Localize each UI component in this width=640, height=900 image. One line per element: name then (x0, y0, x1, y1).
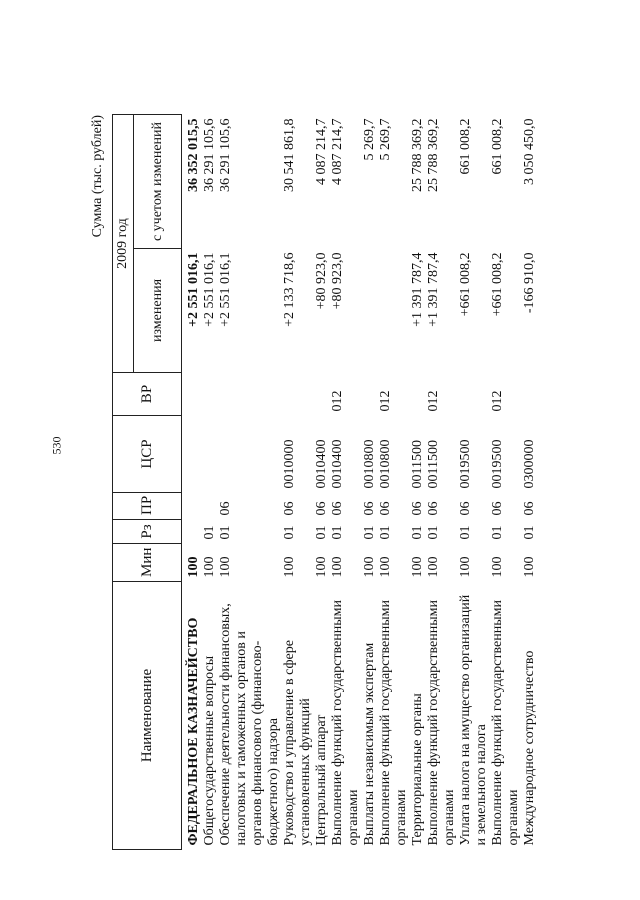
header-vr: ВР (113, 373, 182, 416)
row-rz: 01 (314, 525, 329, 540)
row-total: 25 788 369,2 (426, 118, 441, 192)
row-vr (362, 373, 378, 416)
row-csr (218, 416, 282, 493)
table-row (218, 115, 282, 850)
row-csr: 0011500 (410, 440, 425, 489)
row-rz: 01 (282, 525, 297, 540)
row-csr: 0010000 (282, 439, 297, 489)
row-name: Территориальные органы (410, 693, 425, 846)
row-vr (202, 373, 218, 416)
row-change: +2 551 016,1 (202, 252, 217, 327)
row-vr (218, 373, 282, 416)
table-row (458, 115, 490, 850)
row-csr: 0019500 (458, 439, 473, 489)
row-total: 5 269,7 (362, 118, 377, 161)
row-csr (202, 416, 218, 493)
table-row (490, 115, 522, 850)
row-change: +1 391 787,4 (410, 252, 425, 327)
header-rz: Рз (113, 520, 182, 544)
row-name: Международное сотрудничество (522, 650, 537, 846)
row-pr (182, 493, 203, 520)
row-vr (522, 373, 538, 416)
row-name: Выполнение функций государственными органами (490, 600, 521, 846)
table-row (410, 115, 426, 850)
row-pr: 06 (458, 501, 473, 516)
table-row (378, 115, 410, 850)
row-name: ФЕДЕРАЛЬНОЕ КАЗНАЧЕЙСТВО (186, 617, 201, 846)
row-min: 100 (490, 556, 505, 578)
row-min: 100 (218, 556, 233, 578)
row-csr: 0011500 (426, 440, 441, 489)
row-vr (410, 373, 426, 416)
row-rz: 01 (410, 525, 425, 540)
row-total: 36 291 105,6 (218, 118, 233, 192)
row-vr: 012 (426, 390, 441, 412)
header-pr: ПР (113, 493, 182, 520)
header-row-top (113, 115, 134, 850)
row-name: Обеспечение деятельности финансовых, налоговых и таможенных органов и органов финансового (финансово-бюджетного) надзора (218, 603, 281, 846)
row-csr: 0010800 (378, 439, 393, 489)
row-vr (182, 373, 203, 416)
row-pr: 06 (410, 501, 425, 516)
row-rz: 01 (330, 525, 345, 540)
unit-caption: Сумма (тыс. рублей) (90, 115, 105, 238)
row-name: Центральный аппарат (314, 714, 329, 846)
row-total: 3 050 450,0 (522, 118, 537, 185)
row-change: +661 008,2 (490, 252, 505, 317)
row-min: 100 (202, 556, 217, 578)
row-pr (202, 493, 218, 520)
row-name: Выплаты независимым экспертам (362, 642, 377, 846)
table-row (362, 115, 378, 850)
row-change (362, 249, 378, 373)
row-pr: 06 (314, 501, 329, 516)
table-body (182, 115, 539, 850)
row-rz: 01 (218, 525, 233, 540)
row-csr: 0010400 (314, 439, 329, 489)
header-with-changes: с учетом изменений (134, 115, 182, 249)
row-name: Общегосударственные вопросы (202, 655, 217, 846)
row-total: 5 269,7 (378, 118, 393, 161)
row-rz (182, 520, 203, 544)
table-row (314, 115, 330, 850)
row-change (378, 249, 410, 373)
row-vr (314, 373, 330, 416)
row-total: 661 008,2 (458, 118, 473, 175)
header-name: Наименование (113, 582, 182, 850)
row-name: Выполнение функций государственными органами (378, 600, 409, 846)
row-name: Выполнение функций государственными органами (426, 600, 457, 846)
row-csr: 0019500 (490, 439, 505, 489)
row-min: 100 (186, 556, 201, 578)
row-change: +2 551 016,1 (186, 252, 201, 327)
row-rz: 01 (202, 525, 217, 540)
row-rz: 01 (522, 525, 537, 540)
row-min: 100 (458, 556, 473, 578)
row-rz: 01 (426, 525, 441, 540)
header-min: Мин (113, 544, 182, 582)
row-total: 661 008,2 (490, 118, 505, 175)
row-min: 100 (314, 556, 329, 578)
row-name: Руководство и управление в сфере установленных функций (282, 640, 313, 846)
table-row (202, 115, 218, 850)
row-pr: 06 (282, 501, 297, 516)
row-vr (282, 373, 314, 416)
row-min: 100 (330, 556, 345, 578)
row-total: 4 087 214,7 (330, 118, 345, 185)
table-row (330, 115, 362, 850)
table-row (426, 115, 458, 850)
row-min: 100 (378, 556, 393, 578)
row-change: +2 133 718,6 (282, 252, 297, 327)
row-change: +2 551 016,1 (218, 252, 233, 327)
row-pr: 06 (218, 501, 233, 516)
row-pr: 06 (362, 501, 377, 516)
row-total: 25 788 369,2 (410, 118, 425, 192)
table-row (182, 115, 203, 850)
rotated-page (92, 115, 552, 850)
row-change: -166 910,0 (522, 252, 537, 314)
page-number: 530 (49, 436, 64, 455)
row-rz: 01 (458, 525, 473, 540)
row-pr: 06 (426, 501, 441, 516)
row-min: 100 (426, 556, 441, 578)
row-csr (182, 416, 203, 493)
row-total: 36 291 105,6 (202, 118, 217, 192)
table-row (522, 115, 538, 850)
row-total: 36 352 015,5 (186, 118, 201, 192)
row-pr: 06 (330, 501, 345, 516)
row-change: +1 391 787,4 (426, 252, 441, 327)
row-change: +661 008,2 (458, 252, 473, 317)
row-vr (458, 373, 490, 416)
row-total: 30 541 861,8 (282, 118, 297, 192)
row-min: 100 (282, 556, 297, 578)
row-rz: 01 (378, 525, 393, 540)
row-min: 100 (410, 556, 425, 578)
row-change: +80 923,0 (314, 252, 329, 310)
row-total: 4 087 214,7 (314, 118, 329, 185)
header-csr: ЦСР (113, 416, 182, 493)
row-name: Уплата налога на имущество организаций и земельного налога (458, 594, 489, 846)
row-rz: 01 (490, 525, 505, 540)
row-pr: 06 (378, 501, 393, 516)
row-rz: 01 (362, 525, 377, 540)
row-change: +80 923,0 (330, 252, 345, 310)
row-csr: 0300000 (522, 439, 537, 489)
row-pr: 06 (522, 501, 537, 516)
row-vr: 012 (490, 390, 505, 412)
header-year: 2009 год (113, 115, 134, 373)
row-csr: 0010400 (330, 439, 345, 489)
row-name: Выполнение функций государственными органами (330, 600, 361, 846)
row-min: 100 (522, 556, 537, 578)
row-vr: 012 (330, 390, 345, 412)
row-vr: 012 (378, 390, 393, 412)
table-row (282, 115, 314, 850)
budget-table (112, 114, 538, 850)
row-min: 100 (362, 556, 377, 578)
row-csr: 0010800 (362, 439, 377, 489)
row-pr: 06 (490, 501, 505, 516)
header-changes: изменения (134, 249, 182, 373)
